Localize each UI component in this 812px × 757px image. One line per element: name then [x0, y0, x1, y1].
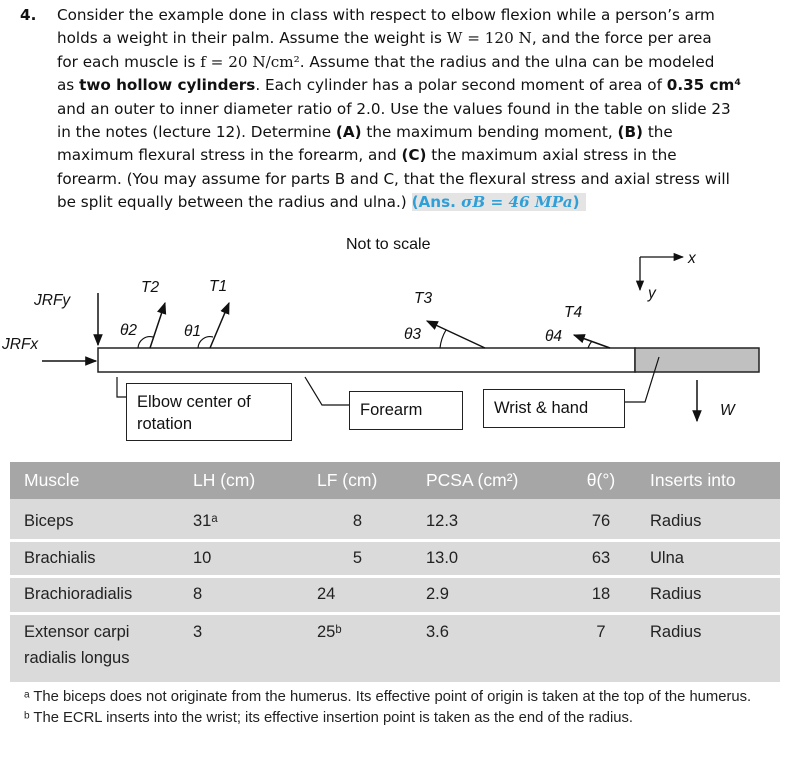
t2-arrow	[150, 303, 165, 348]
forearm-box	[349, 391, 463, 430]
problem-statement	[20, 4, 780, 215]
problem-text: holds a weight in their palm. Assume the weight is	[57, 29, 447, 48]
problem-text: in the notes (lecture 12). Determine	[57, 123, 336, 142]
problem-text: . Each cylinder has a polar second moment of area of	[255, 76, 667, 95]
t1-label: T1	[209, 278, 228, 295]
table-cell: 63	[566, 540, 636, 577]
table-cell: Biceps	[24, 512, 74, 531]
answer-expression: σB = 46 MPa	[461, 193, 573, 212]
t1-arrow	[210, 303, 229, 348]
table-cell: 3.6	[412, 613, 566, 682]
problem-line	[20, 51, 780, 74]
column-header: Muscle	[10, 462, 179, 499]
problem-number: 4.	[20, 6, 37, 24]
elbow-leader	[117, 377, 126, 397]
problem-emphasis: 0.35 cm⁴	[666, 76, 741, 95]
table-cell: 18	[566, 577, 636, 614]
column-header: θ(°)	[566, 462, 636, 499]
table-row	[10, 577, 780, 614]
t2-label: T2	[141, 279, 160, 296]
answer-highlight	[412, 193, 586, 211]
diagram-caption: Not to scale	[346, 236, 431, 253]
problem-text: forearm. (You may assume for parts B and C, that the flexural stress and axial stress will	[57, 169, 730, 188]
problem-line	[20, 98, 780, 121]
elbow-center-label: Elbow center of rotation	[137, 393, 251, 433]
footnote: ᵃ The biceps does not originate from the humerus. Its effective point of origin is taken at the top of the humerus.	[10, 682, 780, 707]
problem-text: and an outer to inner diameter ratio of 2.0. Use the values found in the table on slide 23	[57, 99, 731, 118]
problem-text: be split equally between the radius and ulna.)	[57, 193, 412, 212]
theta3-label: θ3	[404, 326, 422, 343]
table-cell: Brachioradialis	[10, 577, 179, 614]
weight-expression: W = 120 N	[446, 29, 532, 48]
t3-label: T3	[414, 290, 433, 307]
table-cell: 8	[179, 577, 303, 614]
weight-label: W	[720, 402, 735, 419]
problem-text: the maximum axial stress in the	[426, 146, 677, 165]
footnote-row	[10, 682, 780, 707]
problem-line	[20, 191, 780, 214]
table-cell: 5	[303, 540, 412, 577]
theta3-arc	[440, 330, 446, 348]
force-expression: f = 20 N/cm²	[200, 52, 300, 71]
problem-line	[20, 74, 780, 97]
problem-text: for each muscle is	[57, 52, 201, 71]
theta2-label: θ2	[120, 322, 138, 339]
problem-emphasis: two hollow cylinders	[79, 76, 256, 95]
problem-line	[20, 121, 780, 144]
problem-text: Consider the example done in class with respect to elbow flexion while a person’s arm	[57, 6, 715, 24]
problem-text: as	[57, 76, 80, 95]
problem-text: the maximum bending moment,	[361, 123, 618, 142]
jrf-y-label: JRFy	[34, 292, 71, 309]
footnote-row	[10, 707, 780, 728]
forearm-bar	[98, 348, 635, 372]
elbow-center-box	[126, 383, 292, 441]
column-header: LH (cm)	[179, 462, 303, 499]
axis-y-label: y	[648, 285, 656, 302]
table-cell: 8	[352, 512, 363, 531]
table-row	[10, 613, 780, 682]
problem-text: , and the force per area	[531, 29, 712, 48]
table-cell: Radius	[650, 512, 702, 531]
problem-text: maximum flexural stress in the forearm, and	[57, 146, 402, 165]
table-cell: 13.0	[412, 540, 566, 577]
problem-line	[20, 4, 780, 27]
column-header: PCSA (cm²)	[412, 462, 566, 499]
jrf-x-label: JRFx	[2, 336, 39, 353]
table-cell: Brachialis	[10, 540, 179, 577]
theta4-label: θ4	[545, 328, 563, 345]
hand-bar	[635, 348, 759, 372]
part-label: (B)	[617, 123, 643, 142]
table-cell: 3	[179, 613, 303, 682]
t3-arrow	[427, 321, 485, 348]
part-label: (A)	[335, 123, 362, 142]
problem-line	[20, 168, 780, 191]
table-cell: 25ᵇ	[303, 613, 412, 682]
forearm-leader	[305, 377, 349, 405]
theta4-arc	[588, 341, 592, 348]
table-cell: 2.9	[412, 577, 566, 614]
table-row	[10, 499, 780, 540]
t4-label: T4	[564, 304, 583, 321]
answer-text: )	[572, 193, 580, 212]
wrist-hand-box	[483, 389, 625, 428]
table-cell: 24	[303, 577, 412, 614]
table-cell: 10	[179, 540, 303, 577]
table-cell: Radius	[636, 613, 780, 682]
column-header: LF (cm)	[303, 462, 412, 499]
problem-line	[20, 27, 780, 50]
table-row	[10, 540, 780, 577]
table-cell: 12.3	[426, 512, 459, 531]
column-header: Inserts into	[636, 462, 780, 499]
wrist-hand-label: Wrist & hand	[494, 399, 589, 417]
problem-text: . Assume that the radius and the ulna can be modeled	[299, 52, 715, 71]
table-cell: 76	[591, 512, 611, 531]
part-label: (C)	[401, 146, 427, 165]
problem-text: the	[643, 123, 673, 142]
answer-text: (Ans.	[411, 193, 462, 212]
problem-line	[20, 144, 780, 167]
theta1-label: θ1	[184, 323, 202, 340]
table-cell: Radius	[636, 577, 780, 614]
footnote: ᵇ The ECRL inserts into the wrist; its effective insertion point is taken as the end of the radius.	[10, 707, 780, 728]
forearm-label: Forearm	[360, 401, 423, 419]
muscle-table	[10, 462, 780, 728]
table-cell: 7	[566, 613, 636, 682]
table-cell: Extensor carpi radialis longus	[10, 613, 179, 682]
table-header-row	[10, 462, 780, 499]
table-cell: 31ᵃ	[193, 512, 218, 531]
table-cell: Ulna	[636, 540, 780, 577]
axis-x-label: x	[688, 250, 696, 267]
